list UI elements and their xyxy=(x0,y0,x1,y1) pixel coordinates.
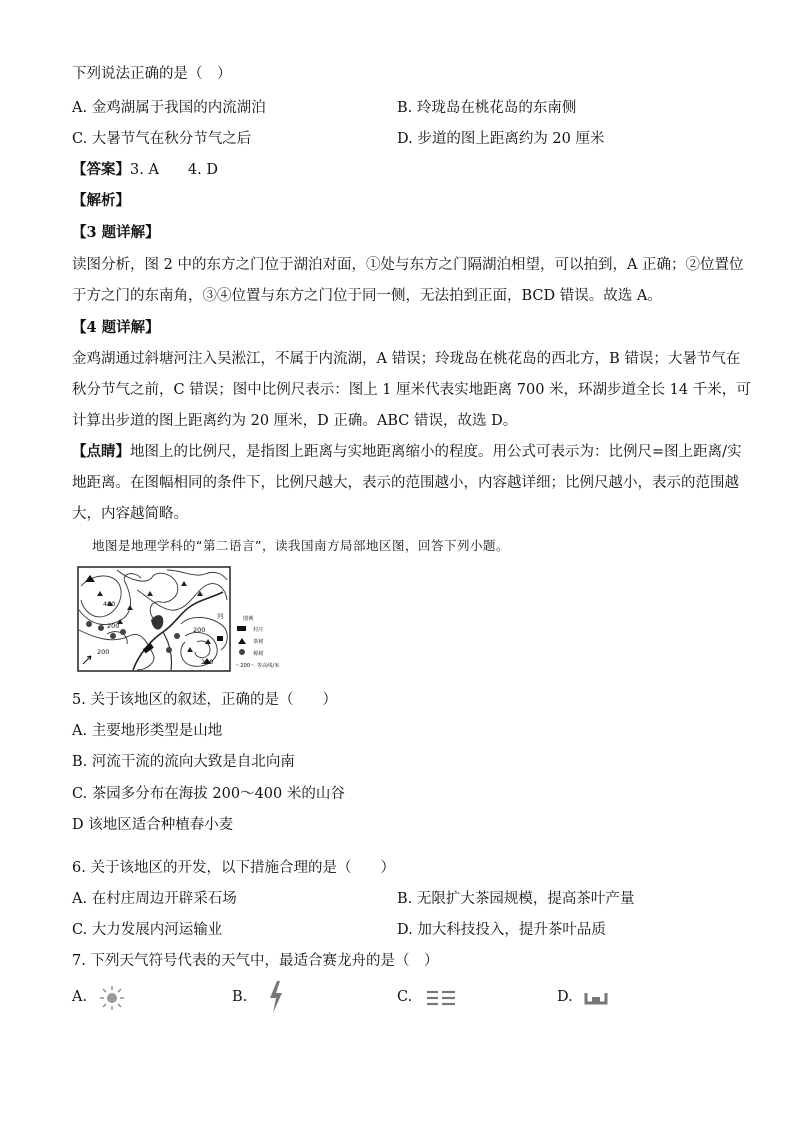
contour-200-label-b: 200 xyxy=(97,648,110,656)
sandstorm-icon xyxy=(584,991,608,1005)
q5-stem: 5. 关于该地区的叙述，正确的是（ ） xyxy=(72,692,337,708)
map-legend xyxy=(235,614,280,669)
answer-text: 3. A 4. D xyxy=(130,162,218,178)
question-stem: 下列说法正确的是（ ） xyxy=(72,66,232,82)
q3-line-1: 读图分析，图 2 中的东方之门位于湖泊对面，①处与东方之门隔湖泊相望，可以拍到，A 正确；②位置位 xyxy=(72,257,744,273)
legend-camphor-icon xyxy=(239,649,245,655)
q4-line-3: 计算出步道的图上距离约为 20 厘米，D 正确。ABC 错误，故选 D。 xyxy=(72,413,518,429)
q4-line-1: 金鸡湖通过斜塘河注入吴淞江，不属于内流湖，A 错误；玲珑岛在桃花岛的西北方，B 错误；大暑节气在 xyxy=(72,351,741,367)
q5-option-c: C. 茶园多分布在海拔 200～400 米的山谷 xyxy=(72,786,345,802)
tip-text: 地图上的比例尺，是指图上距离与实地距离缩小的程度。用公式可表示为：比例尺=图上距离/实 xyxy=(130,444,742,460)
contour-400-label: 400 xyxy=(103,600,116,608)
option-c: C. 大暑节气在秋分节气之后 xyxy=(72,131,252,147)
legend-tea: 茶树 xyxy=(253,639,264,645)
legend-tea-icon xyxy=(238,638,246,644)
q5-option-d: D 该地区适合种植春小麦 xyxy=(72,817,234,833)
q7-stem: 7. 下列天气符号代表的天气中，最适合赛龙舟的是（ ） xyxy=(72,953,439,969)
q6-option-b: B. 无限扩大茶园规模，提高茶叶产量 xyxy=(397,891,635,907)
legend-camphor: 樟树 xyxy=(253,651,264,657)
q3-line-2: 于方之门的东南角，③④位置与东方之门位于同一侧，无法拍到正面，BCD 错误。故选 A。 xyxy=(72,288,662,304)
tip-line-2: 地距离。在图幅相同的条件下，比例尺越大，表示的范围越小，内容越详细；比例尺越小，表示的范围越 xyxy=(72,475,739,491)
option-a: A. 金鸡湖属于我国的内流湖泊 xyxy=(72,100,266,116)
q7-option-a: A. xyxy=(72,989,88,1005)
q7-option-c: C. xyxy=(397,989,413,1005)
q7-option-d: D. xyxy=(557,989,573,1005)
topographic-map xyxy=(77,566,299,676)
legend-title: 图例 xyxy=(243,616,254,622)
fog-icon xyxy=(425,989,457,1007)
map-intro: 地图是地理学科的“第二语言”，读我国南方局部地区图，回答下列小题。 xyxy=(92,538,509,553)
legend-village: 村庄 xyxy=(253,627,264,633)
q7-option-b: B. xyxy=(232,989,248,1005)
q5-option-a: A. 主要地形类型是山地 xyxy=(72,723,223,739)
option-d: D. 步道的图上距离约为 20 厘米 xyxy=(397,131,605,147)
tip-tag: 【点睛】 xyxy=(72,443,130,460)
q6-option-d: D. 加大科技投入，提升茶叶品质 xyxy=(397,922,606,938)
answer-tag: 【答案】 xyxy=(72,161,130,178)
tip-line-3: 大，内容越简略。 xyxy=(72,506,188,522)
answer-line xyxy=(72,160,218,180)
legend-village-icon xyxy=(237,626,246,631)
analysis-tag: 【解析】 xyxy=(72,192,130,209)
sunny-icon xyxy=(98,985,126,1011)
q4-tag: 【4 题详解】 xyxy=(72,319,160,336)
legend-contour: ～200～ 等高线/米 xyxy=(235,663,280,669)
lightning-icon xyxy=(266,980,286,1014)
q6-option-c: C. 大力发展内河运输业 xyxy=(72,922,223,938)
contour-200-label-c: 200 xyxy=(193,626,206,634)
q5-option-b: B. 河流干流的流向大致是自北向南 xyxy=(72,754,295,770)
q4-line-2: 秋分节气之前，C 错误；图中比例尺表示：图上 1 厘米代表实地距离 700 米，环湖步道全长 14 千米，可 xyxy=(72,382,751,398)
option-b: B. 玲珑岛在桃花岛的东南侧 xyxy=(397,100,577,116)
q3-tag: 【3 题详解】 xyxy=(72,224,160,241)
tip-line-1 xyxy=(72,442,742,462)
q6-stem: 6. 关于该地区的开发，以下措施合理的是（ ） xyxy=(72,860,395,876)
contour-200-label-a: 200 xyxy=(107,622,120,630)
q6-option-a: A. 在村庄周边开辟采石场 xyxy=(72,891,237,907)
river-label: 河 xyxy=(217,612,224,620)
contour-200-label-d: 200 xyxy=(201,658,214,666)
